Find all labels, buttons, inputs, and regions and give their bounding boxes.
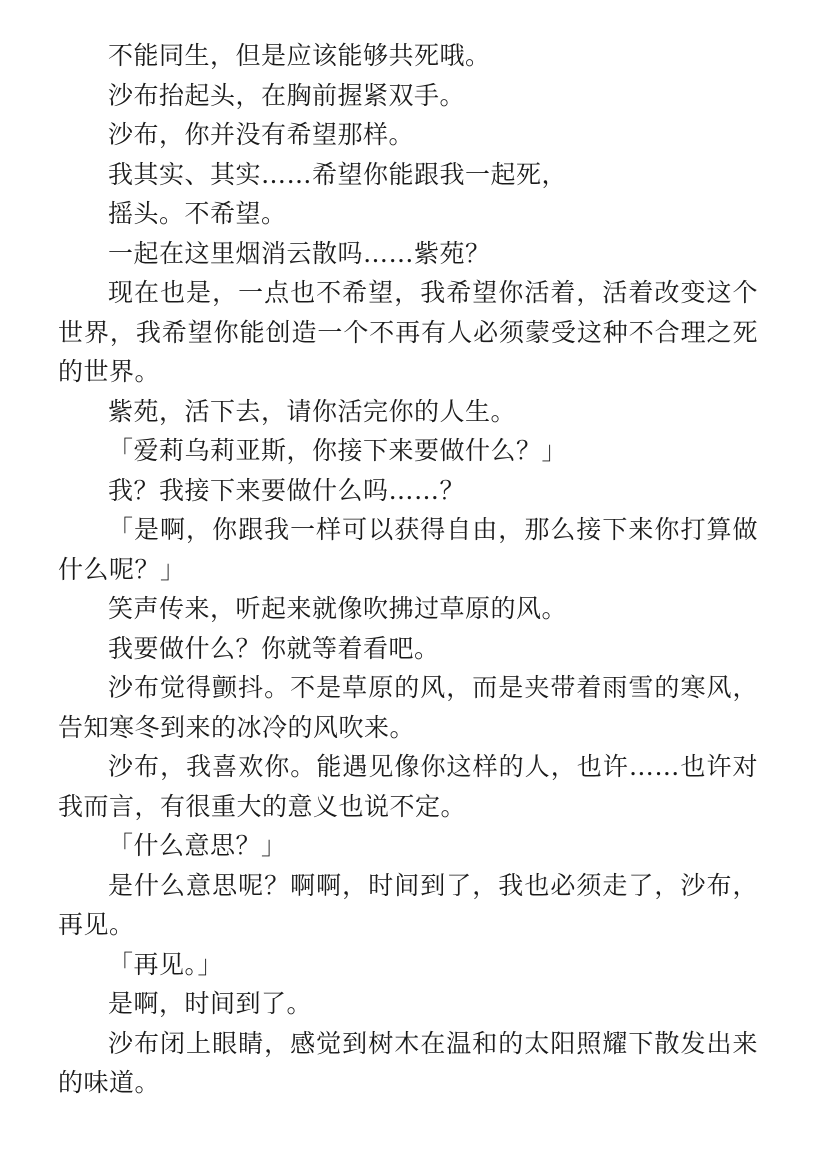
paragraph-15: 沙布，我喜欢你。能遇见像你这样的人，也许……也许对我而言，有很重大的意义也说不定。 [58, 752, 758, 821]
paragraph-11: 「是啊，你跟我一样可以获得自由，那么接下来你打算做什么呢？」 [58, 515, 758, 584]
paragraph-8: 紫苑，活下去，请你活完你的人生。 [108, 396, 517, 426]
paragraph-10: 我？我接下来要做什么吗……？ [108, 475, 466, 505]
paragraph-19: 是啊，时间到了。 [108, 989, 313, 1018]
paragraph-14: 沙布觉得颤抖。不是草原的风，而是夹带着雨雪的寒风，告知寒冬到来的冰冷的风吹来。 [58, 673, 758, 742]
paragraph-16: 「什么意思？」 [108, 831, 287, 860]
paragraph-18: 「再见。」 [108, 949, 224, 979]
paragraph-6: 一起在这里烟消云散吗……紫苑？ [108, 238, 491, 268]
body-text [58, 36, 758, 1103]
paragraph-5: 摇头。不希望。 [108, 199, 287, 228]
paragraph-2: 沙布抬起头，在胸前握紧双手。 [108, 80, 466, 110]
paragraph-9: 「爱莉乌莉亚斯，你接下来要做什么？」 [108, 436, 568, 465]
paragraph-3: 沙布，你并没有希望那样。 [108, 120, 415, 149]
paragraph-1: 不能同生，但是应该能够共死哦。 [108, 41, 491, 70]
paragraph-17: 是什么意思呢？啊啊，时间到了，我也必须走了，沙布，再见。 [58, 870, 758, 939]
paragraph-13: 我要做什么？你就等着看吧。 [108, 633, 440, 663]
paragraph-12: 笑声传来，听起来就像吹拂过草原的风。 [108, 594, 568, 623]
paragraph-4: 我其实、其实……希望你能跟我一起死， [108, 159, 568, 189]
paragraph-20: 沙布闭上眼睛，感觉到树木在温和的太阳照耀下散发出来的味道。 [58, 1028, 758, 1097]
paragraph-7: 现在也是，一点也不希望，我希望你活着，活着改变这个世界，我希望你能创造一个不再有人必须蒙受这种不合理之死的世界。 [58, 278, 758, 386]
